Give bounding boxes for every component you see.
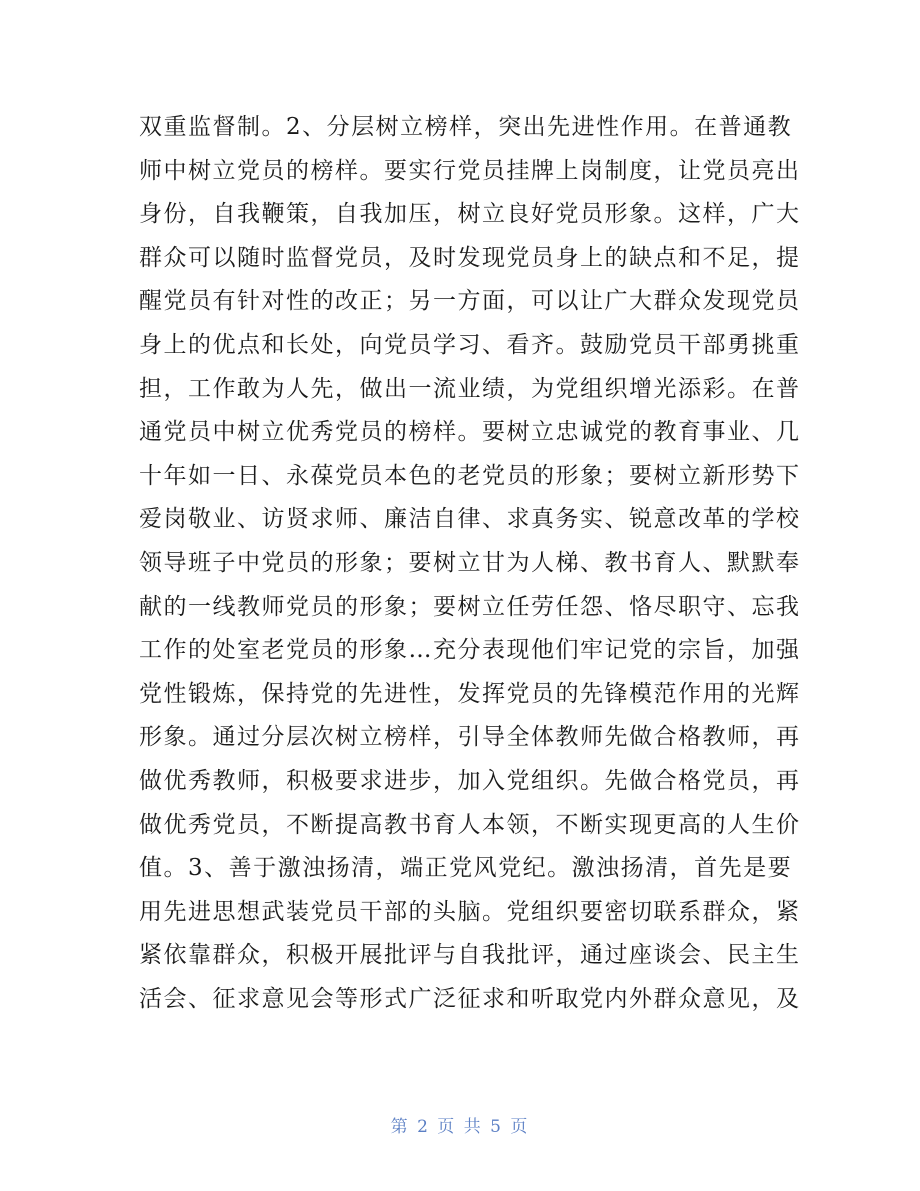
text-line: 双重监督制。2、分层树立榜样，突出先进性作用。在普通教 — [139, 114, 793, 140]
text-line: 做优秀教师，积极要求进步，加入党组织。先做合格党员，再 — [139, 767, 801, 794]
text-line: 身份，自我鞭策，自我加压，树立良好党员形象。这样，广大 — [139, 201, 801, 228]
page-number-footer: 第 2 页 共 5 页 — [390, 1117, 530, 1137]
text-line: 师中树立党员的榜样。要实行党员挂牌上岗制度，让党员亮出 — [139, 157, 801, 184]
text-line: 党性锻炼，保持党的先进性，发挥党员的先锋模范作用的光辉 — [139, 680, 801, 707]
text-line: 活会、征求意见会等形式广泛征求和听取党内外群众意见，及 — [139, 985, 801, 1012]
text-line: 献的一线教师党员的形象；要树立任劳任怨、恪尽职守、忘我 — [139, 593, 801, 620]
text-line: 十年如一日、永葆党员本色的老党员的形象；要树立新形势下 — [139, 462, 801, 489]
text-line: 通党员中树立优秀党员的榜样。要树立忠诚党的教育事业、几 — [139, 419, 801, 446]
text-line: 爱岗敬业、访贤求师、廉洁自律、求真务实、锐意改革的学校 — [139, 506, 801, 533]
body-text — [139, 106, 801, 1021]
text-line: 担，工作敢为人先，做出一流业绩，为党组织增光添彩。在普 — [139, 375, 801, 402]
text-line: 群众可以随时监督党员，及时发现党员身上的缺点和不足，提 — [139, 244, 801, 271]
text-line: 形象。通过分层次树立榜样，引导全体教师先做合格教师，再 — [139, 724, 801, 751]
text-line: 值。3、善于激浊扬清，端正党风党纪。激浊扬清，首先是要 — [139, 855, 793, 882]
text-line: 工作的处室老党员的形象…充分表现他们牢记党的宗旨，加强 — [139, 637, 801, 664]
text-line: 紧依靠群众，积极开展批评与自我批评，通过座谈会、民主生 — [139, 942, 801, 969]
text-line: 用先进思想武装党员干部的头脑。党组织要密切联系群众，紧 — [139, 898, 801, 925]
text-line: 身上的优点和长处，向党员学习、看齐。鼓励党员干部勇挑重 — [139, 331, 801, 358]
text-line: 做优秀党员，不断提高教书育人本领，不断实现更高的人生价 — [139, 811, 801, 838]
text-line: 醒党员有针对性的改正；另一方面，可以让广大群众发现党员 — [139, 288, 801, 315]
text-line: 领导班子中党员的形象；要树立甘为人梯、教书育人、默默奉 — [139, 549, 801, 576]
